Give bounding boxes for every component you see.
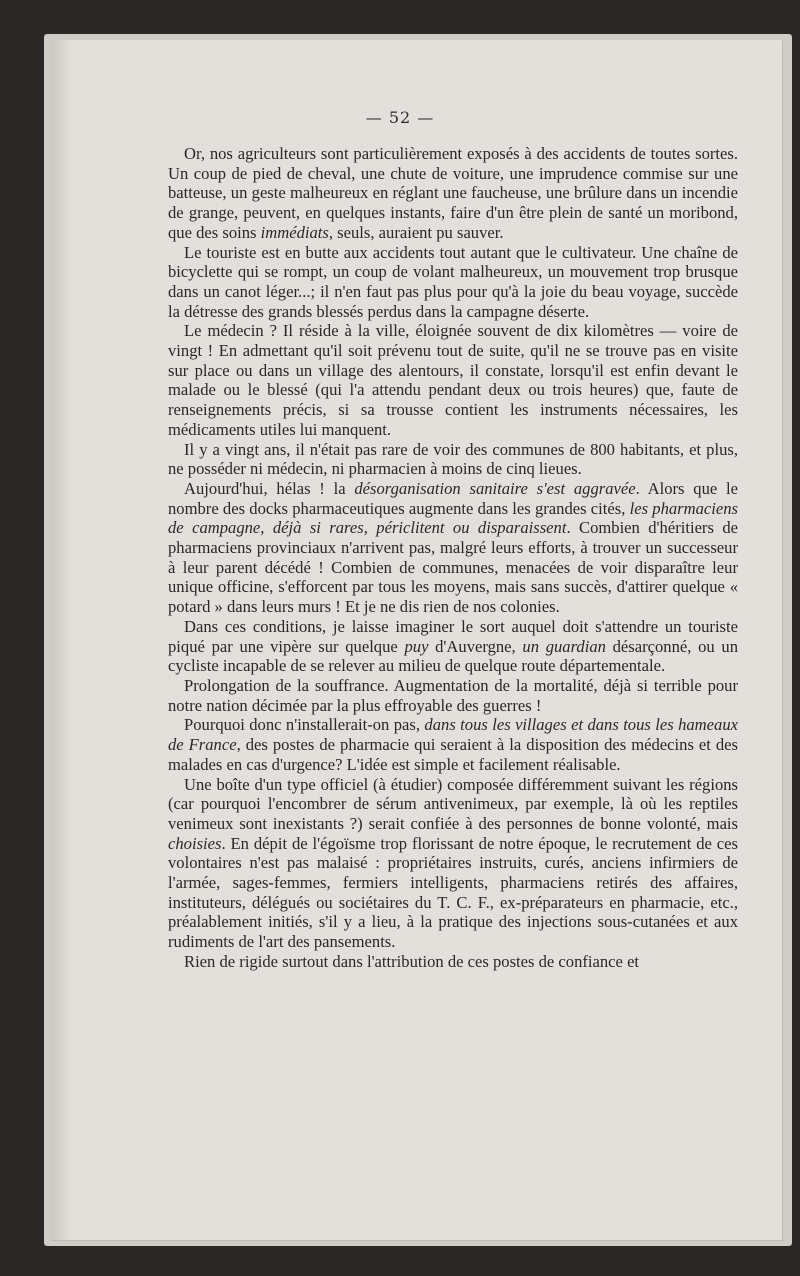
paragraph bbox=[168, 775, 738, 952]
text-run: Prolongation de la souffrance. Augmentation de la mortalité, déjà si terrible pour notre nation décimée par la plus effroyable des guerres ! bbox=[168, 675, 738, 715]
text-run: Dans ces conditions, je laisse imaginer le sort auquel doit s'attendre un touriste piqué par une vipère sur quelque bbox=[168, 616, 738, 656]
page-number: — 52 — bbox=[365, 108, 435, 127]
text-run: Il y a vingt ans, il n'était pas rare de voir des communes de 800 habitants, et plus, ne posséder ni médecin, ni pharmacien à moins de cinq lieues. bbox=[168, 439, 738, 479]
paragraph bbox=[168, 321, 738, 439]
body-text bbox=[168, 144, 738, 972]
paragraph bbox=[168, 617, 738, 676]
text-run: Rien de rigide surtout dans l'attribution de ces postes de confiance et bbox=[184, 951, 640, 971]
italic-text: dans tous les villages et dans tous les hameaux de France bbox=[168, 715, 738, 755]
italic-text: immédiats bbox=[260, 222, 329, 242]
italic-text: les pharmaciens de campagne, déjà si rares, périclitent ou disparaissent bbox=[168, 498, 739, 538]
paragraph bbox=[168, 952, 738, 972]
text-run: Or, nos agriculteurs sont particulièrement exposés à des accidents de toutes sortes. Un coup de pied de cheval, une chute de voiture, une imprudence commise sur une batteuse, un geste malheureux en réglant une faucheuse, une brûlure dans un incendie de grange, peuvent, en quelques instants, faire d'un être plein de santé un moribond, que des soins bbox=[168, 144, 738, 242]
italic-text: choisies bbox=[168, 833, 222, 853]
paragraph bbox=[168, 243, 738, 322]
paragraph bbox=[168, 479, 738, 617]
text-run: , des postes de pharmacie qui seraient à la disposition des médecins et des malades en cas d'urgence? L'idée est simple et facilement réalisable. bbox=[168, 735, 738, 774]
page-gutter bbox=[50, 40, 72, 1240]
text-run: Aujourd'hui, hélas ! la bbox=[184, 478, 355, 498]
text-run: , seuls, auraient pu sauver. bbox=[328, 222, 504, 242]
paragraph bbox=[168, 676, 738, 715]
italic-text: un guardian bbox=[522, 636, 606, 656]
paragraph bbox=[168, 715, 738, 774]
text-run: Le touriste est en butte aux accidents tout autant que le cultivateur. Une chaîne de bicyclette qui se rompt, un coup de volant malheureux, un mouvement trop brusque dans un canot léger...; il n'en faut pas plus pour qu'à la joie du beau voyage, succède la détresse des grands blessés perdus dans la campagne déserte. bbox=[168, 242, 738, 321]
text-run: Le médecin ? Il réside à la ville, éloignée souvent de dix kilomètres — voire de vingt ! En admettant qu'il soit prévenu tout de suite, qu'il ne se trouve pas en visite sur place ou dans un village des alentours, il constate, lorsqu'il est enfin devant le malade ou le blessé (qui l'a attendu pendant deux ou trois heures) que, faute de renseignements précis, si sa trousse contient les instruments nécessaires, les médicaments utiles lui manquent. bbox=[168, 321, 738, 439]
paragraph bbox=[168, 440, 738, 479]
text-run: Une boîte d'un type officiel (à étudier) composée différemment suivant les régions (car pourquoi l'encombrer de sérum antivenimeux, par exemple, là où les reptiles venimeux sont inexistants ?) serait confiée à des personnes de bonne volonté, mais bbox=[168, 774, 738, 833]
paragraph bbox=[168, 144, 738, 243]
italic-text: puy bbox=[404, 636, 429, 656]
text-run: Pourquoi donc n'installerait-on pas, bbox=[184, 715, 425, 735]
text-run: . Alors que le nombre des docks pharmaceutiques augmente dans les grandes cités, bbox=[168, 478, 738, 518]
text-run: . Combien d'héritiers de pharmaciens provinciaux n'arrivent pas, malgré leurs efforts, à trouver un successeur à leur parent décédé ! Combien de communes, menacées de voir disparaître leur unique officine, s'efforcent par tous les moyens, mais sans succès, d'attirer quelque « potard » dans leurs murs ! Et je ne dis rien de nos colonies. bbox=[168, 518, 738, 617]
text-run: désarçonné, ou un cycliste incapable de se relever au milieu de quelque route départementale. bbox=[168, 636, 738, 676]
text-run: . En dépit de l'égoïsme trop florissant de notre époque, le recrutement de ces volontaires n'est pas malaisé : propriétaires instruits, curés, anciens infirmiers de l'armée, sages-femmes, fermiers intelligents, pharmaciens retirés des affaires, instituteurs, délégués ou sociétaires du T. C. F., ex-préparateurs en pharmacie, etc., préalablement initiés, s'il y a lieu, à la pratique des injections sous-cutanées et aux rudiments de l'art des pansements. bbox=[168, 833, 738, 952]
italic-text: désorganisation sanitaire s'est aggravée bbox=[354, 478, 636, 498]
text-run: d'Auvergne, bbox=[428, 636, 523, 656]
